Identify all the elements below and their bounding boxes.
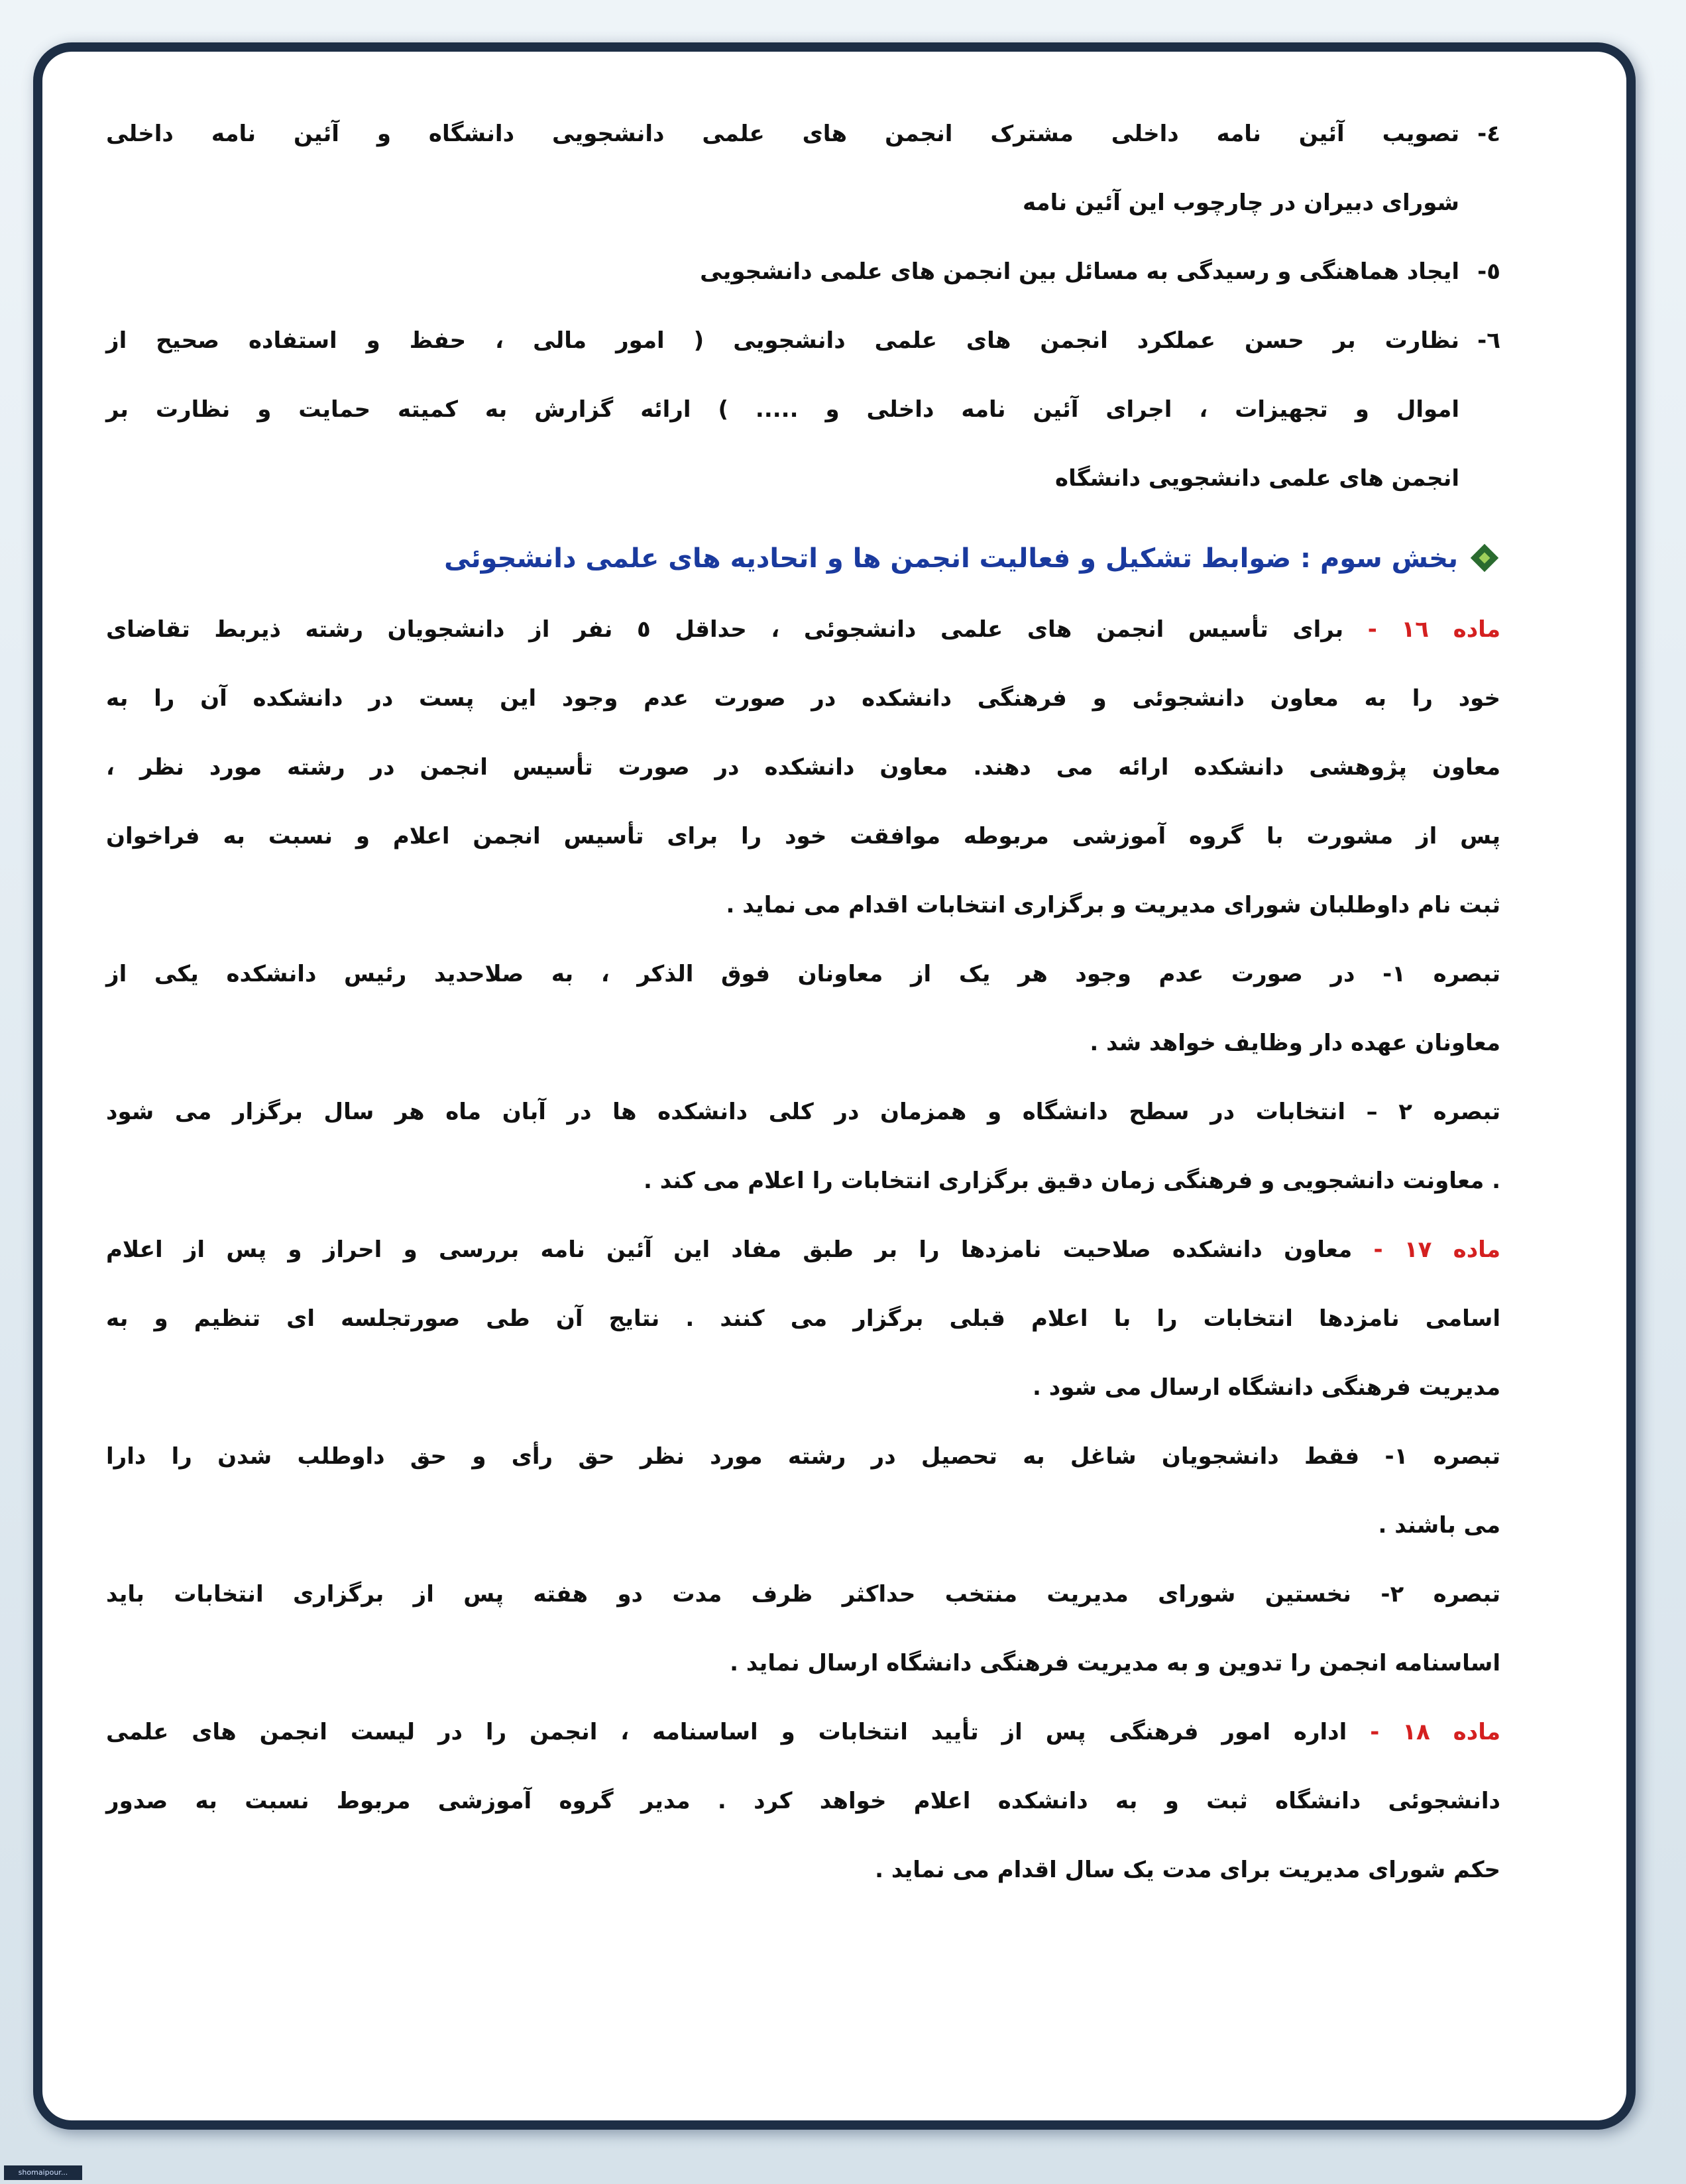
article-text: ثبت نام داوطلبان شورای مدیریت و برگزاری انتخابات اقدام می نماید . xyxy=(726,891,1500,918)
footer-logo: shomaipour... xyxy=(4,2165,82,2180)
note-text: تبصره ١- فقط دانشجویان شاغل به تحصیل در رشته مورد نظر حق رأی و حق داوطلب شدن را دارا xyxy=(106,1443,1500,1470)
article-text: دانشجوئی دانشگاه ثبت و به دانشکده اعلام خواهد کرد . مدیر گروه آموزشی مربوط نسبت به صدور xyxy=(106,1787,1500,1814)
section-heading-text: بخش سوم : ضوابط تشکیل و فعالیت انجمن ها و اتحادیه های علمی دانشجوئی xyxy=(444,543,1458,574)
note xyxy=(106,940,1500,1077)
article-text: پس از مشورت با گروه آموزشی مربوطه موافقت خود را برای تأسیس انجمن اعلام و نسبت به فراخوان xyxy=(106,822,1500,849)
article xyxy=(106,1698,1500,1904)
article-text: مدیریت فرهنگی دانشگاه ارسال می شود . xyxy=(1033,1374,1500,1401)
diamond-bullet-icon xyxy=(1470,543,1500,574)
item-text: اموال و تجهیزات ، اجرای آئین نامه داخلی و ..... ) ارائه گزارش به کمیته حمایت و نظارت بر xyxy=(106,396,1459,423)
article-text: برای تأسیس انجمن های علمی دانشجوئی ، حداقل ٥ نفر از دانشجویان رشته ذیربط تقاضای xyxy=(106,616,1344,643)
note-text: تبصره ٢ – انتخابات در سطح دانشگاه و همزمان در کلی دانشکده ها در آبان ماه هر سال برگزار می شود xyxy=(106,1098,1500,1125)
article-text: اسامی نامزدها انتخابات را با اعلام قبلی برگزار می کنند . نتایج آن طی صورتجلسه ای تنظیم و به xyxy=(106,1305,1500,1332)
document-body xyxy=(106,99,1500,1904)
article xyxy=(106,1215,1500,1422)
article-text: حکم شورای مدیریت برای مدت یک سال اقدام می نماید . xyxy=(875,1856,1500,1883)
item-text: تصویب آئین نامه داخلی مشترک انجمن های علمی دانشجویی دانشگاه و آئین نامه داخلی xyxy=(106,120,1459,147)
item-text: ایجاد هماهنگی و رسیدگی به مسائل بین انجمن های علمی دانشجویی xyxy=(700,258,1459,285)
article-label: ماده ١٦ - xyxy=(1367,616,1500,643)
note-text: معاونان عهده دار وظایف خواهد شد . xyxy=(1090,1029,1500,1056)
item-text: نظارت بر حسن عملکرد انجمن های علمی دانشجویی ( امور مالی ، حفظ و استفاده صحیح از xyxy=(106,327,1459,354)
item-number: ٤- xyxy=(1477,120,1500,147)
article xyxy=(106,595,1500,940)
item-text: انجمن های علمی دانشجویی دانشگاه xyxy=(1055,464,1459,492)
article-label: ماده ١٧ - xyxy=(1373,1236,1500,1263)
note-text: می باشند . xyxy=(1378,1511,1500,1539)
note xyxy=(106,1077,1500,1215)
article-text: معاون دانشکده صلاحیت نامزدها را بر طبق مفاد این آئین نامه بررسی و احراز و پس از اعلام xyxy=(106,1236,1353,1263)
list-item xyxy=(106,237,1500,306)
note xyxy=(106,1422,1500,1560)
article-text: خود را به معاون دانشجوئی و فرهنگی دانشکده در صورت عدم وجود این پست در دانشکده آن را به xyxy=(106,684,1500,712)
note-text: تبصره ١- در صورت عدم وجود هر یک از معاونان فوق الذکر ، به صلاحدید رئیس دانشکده یکی از xyxy=(106,960,1500,987)
item-text: شورای دبیران در چارچوب این آئین نامه xyxy=(1022,189,1459,216)
note xyxy=(106,1560,1500,1698)
article-label: ماده ١٨ - xyxy=(1370,1718,1501,1745)
list-item xyxy=(106,99,1500,237)
article-text: معاون پژوهشی دانشکده ارائه می دهند. معاون دانشکده در صورت تأسیس انجمن در رشته مورد نظر ، xyxy=(106,753,1500,781)
note-text: اساسنامه انجمن را تدوین و به مدیریت فرهنگی دانشگاه ارسال نماید . xyxy=(730,1649,1500,1676)
article-text: اداره امور فرهنگی پس از تأیید انتخابات و اساسنامه ، انجمن را در لیست انجمن های علمی xyxy=(106,1718,1347,1745)
list-item xyxy=(106,306,1500,513)
note-text: تبصره ٢- نخستین شورای مدیریت منتخب حداکثر ظرف مدت دو هفته پس از برگزاری انتخابات باید xyxy=(106,1580,1500,1608)
section-heading xyxy=(106,522,1500,595)
item-number: ٦- xyxy=(1477,327,1500,354)
item-number: ٥- xyxy=(1477,258,1500,285)
note-text: . معاونت دانشجویی و فرهنگی زمان دقیق برگزاری انتخابات را اعلام می کند . xyxy=(644,1167,1500,1194)
